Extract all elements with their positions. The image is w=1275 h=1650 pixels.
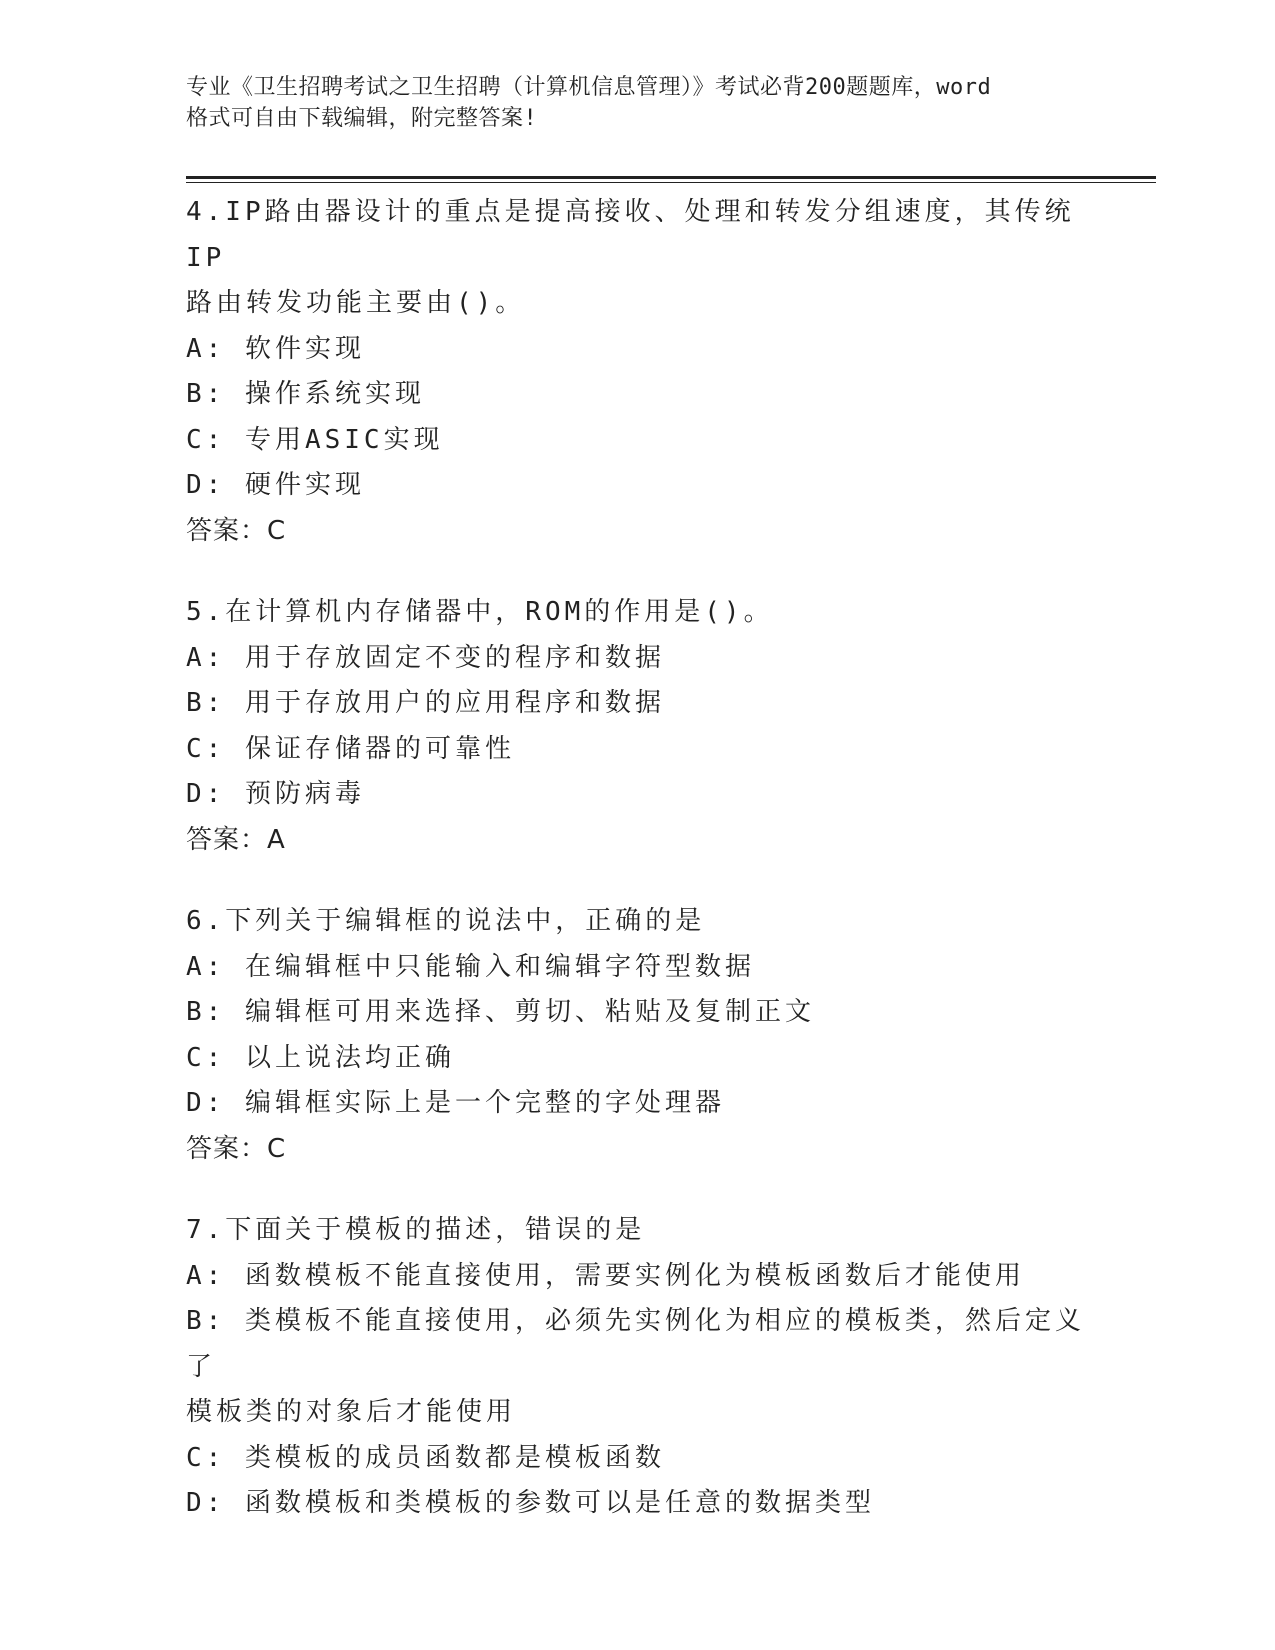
option-a: A: 函数模板不能直接使用，需要实例化为模板函数后才能使用 xyxy=(186,1260,1025,1291)
header-divider-thick xyxy=(186,176,1156,179)
header-line-2: 格式可自由下载编辑，附完整答案! xyxy=(186,106,538,131)
option-b: B: 编辑框可用来选择、剪切、粘贴及复制正文 xyxy=(186,997,815,1027)
option-c: C: 保证存储器的可靠性 xyxy=(186,733,515,764)
question-stem: 7.下面关于模板的描述，错误的是 xyxy=(186,1215,646,1245)
question-stem-continued: 路由转发功能主要由()。 xyxy=(186,288,526,318)
answer: 答案：A xyxy=(186,824,286,855)
option-c: C: 以上说法均正确 xyxy=(186,1042,455,1073)
header-line-1: 专业《卫生招聘考试之卫生招聘（计算机信息管理）》考试必背200题题库，word xyxy=(186,75,992,100)
option-b: B: 类模板不能直接使用，必须先实例化为相应的模板类，然后定义了 xyxy=(186,1306,1085,1382)
option-b: B: 操作系统实现 xyxy=(186,379,425,409)
option-c: C: 类模板的成员函数都是模板函数 xyxy=(186,1442,665,1473)
question-stem: 4.IP路由器设计的重点是提高接收、处理和转发分组速度，其传统IP xyxy=(186,197,1075,273)
question-stem: 6.下列关于编辑框的说法中，正确的是 xyxy=(186,906,706,936)
answer: 答案：C xyxy=(186,1133,287,1164)
question-5 xyxy=(186,590,1086,863)
question-list xyxy=(186,190,1086,1563)
document-header xyxy=(186,72,1086,134)
option-b-continued: 模板类的对象后才能使用 xyxy=(186,1397,517,1427)
option-d: D: 预防病毒 xyxy=(186,779,365,809)
question-6 xyxy=(186,899,1086,1172)
option-d: D: 编辑框实际上是一个完整的字处理器 xyxy=(186,1088,725,1118)
question-7 xyxy=(186,1208,1086,1527)
answer: 答案：C xyxy=(186,515,287,546)
question-stem: 5.在计算机内存储器中，ROM的作用是()。 xyxy=(186,597,774,627)
question-4 xyxy=(186,190,1086,554)
option-d: D: 硬件实现 xyxy=(186,470,365,500)
option-b: B: 用于存放用户的应用程序和数据 xyxy=(186,688,665,718)
option-a: A: 在编辑框中只能输入和编辑字符型数据 xyxy=(186,951,755,982)
option-a: A: 用于存放固定不变的程序和数据 xyxy=(186,642,665,673)
option-c: C: 专用ASIC实现 xyxy=(186,424,444,455)
option-d: D: 函数模板和类模板的参数可以是任意的数据类型 xyxy=(186,1488,875,1518)
header-divider-thin xyxy=(186,182,1156,183)
option-a: A: 软件实现 xyxy=(186,333,365,364)
